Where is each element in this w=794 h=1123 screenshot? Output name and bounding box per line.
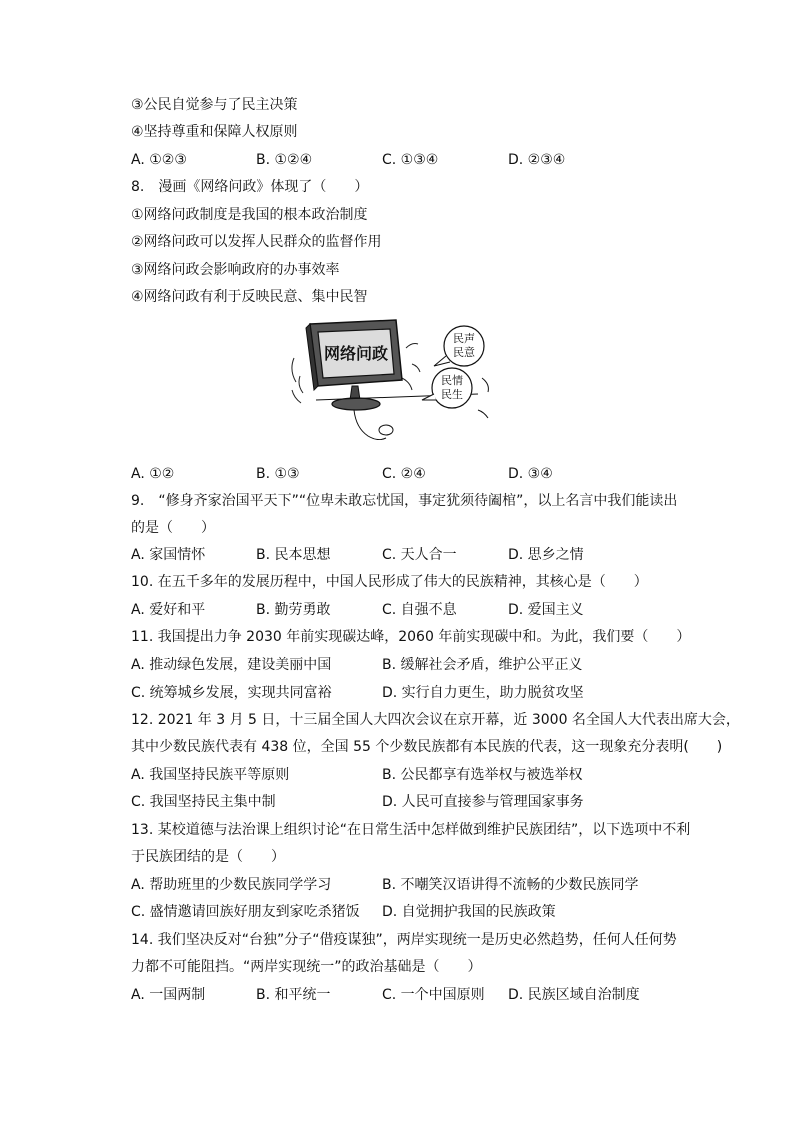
bubble2-line2: 民生 [441, 388, 463, 401]
q14-stem-line-1: 14. 我们坚决反对“台独”分子“借疫谋独”，两岸实现统一是历史必然趋势，任何人任何势 [131, 932, 677, 948]
q11-option-b: B. 缓解社会矛盾，维护公平正义 [382, 657, 583, 673]
q14-option-b: B. 和平统一 [256, 987, 331, 1003]
bubble1-line1: 民声 [453, 332, 475, 345]
q8-item-3: ③网络问政会影响政府的办事效率 [131, 262, 340, 278]
monitor-base [332, 398, 380, 410]
q9-option-d: D. 思乡之情 [508, 547, 584, 563]
q9-stem-line-1: 9. “修身齐家治国平天下”“位卑未敢忘忧国，事定犹须待阖棺”，以上名言中我们能读出 [131, 493, 678, 509]
q7-option-d: D. ②③④ [508, 152, 566, 168]
q12-option-b: B. 公民都享有选举权与被选举权 [382, 767, 583, 783]
mouse-icon [379, 425, 393, 435]
q13-option-c: C. 盛情邀请回族好朋友到家吃杀猪饭 [131, 904, 360, 920]
cartoon-network-politics [288, 318, 500, 440]
q10-option-d: D. 爱国主义 [508, 602, 584, 618]
q7-option-b: B. ①②④ [256, 152, 313, 168]
q14-stem-line-2: 力都不可能阻挡。“两岸实现统一”的政治基础是（ ） [131, 959, 482, 975]
q10-stem: 10. 在五千多年的发展历程中，中国人民形成了伟大的民族精神，其核心是（ ） [131, 574, 648, 590]
q9-option-a: A. 家国情怀 [131, 547, 206, 563]
q11-option-d: D. 实行自力更生，助力脱贫攻坚 [382, 685, 584, 701]
bubble2-line1: 民情 [441, 374, 463, 387]
screen-text: 网络问政 [323, 344, 389, 363]
q9-stem-line-2: 的是（ ） [131, 520, 215, 536]
q8-item-1: ①网络问政制度是我国的根本政治制度 [131, 207, 368, 223]
q12-stem-line-1: 12. 2021 年 3 月 5 日，十三届全国人大四次会议在京开幕，近 3000 名全国人大代表出席大会， [131, 712, 740, 728]
q8-item-4: ④网络问政有利于反映民意、集中民智 [131, 289, 368, 305]
q13-option-d: D. 自觉拥护我国的民族政策 [382, 904, 556, 920]
q14-option-c: C. 一个中国原则 [382, 987, 485, 1003]
q10-option-c: C. 自强不息 [382, 602, 457, 618]
q13-option-a: A. 帮助班里的少数民族同学学习 [131, 877, 332, 893]
q9-option-c: C. 天人合一 [382, 547, 457, 563]
q13-stem-line-2: 于民族团结的是（ ） [131, 849, 285, 865]
q8-option-a: A. ①② [131, 466, 175, 482]
q12-option-c: C. 我国坚持民主集中制 [131, 794, 276, 810]
q12-option-d: D. 人民可直接参与管理国家事务 [382, 794, 584, 810]
q8-item-2: ②网络问政可以发挥人民群众的监督作用 [131, 234, 382, 250]
q7-item-4: ④坚持尊重和保障人权原则 [131, 124, 298, 140]
q8-option-b: B. ①③ [256, 466, 300, 482]
q8-option-c: C. ②④ [382, 466, 426, 482]
q13-stem-line-1: 13. 某校道德与法治课上组织讨论“在日常生活中怎样做到维护民族团结”，以下选项中不利 [131, 822, 691, 838]
q10-option-a: A. 爱好和平 [131, 602, 206, 618]
q9-option-b: B. 民本思想 [256, 547, 331, 563]
q7-option-a: A. ①②③ [131, 152, 187, 168]
q11-option-c: C. 统筹城乡发展，实现共同富裕 [131, 685, 332, 701]
q8-option-d: D. ③④ [508, 466, 553, 482]
q11-stem: 11. 我国提出力争 2030 年前实现碳达峰，2060 年前实现碳中和。为此，我们要（ ） [131, 629, 691, 645]
q8-stem: 8. 漫画《网络问政》体现了（ ） [131, 179, 369, 195]
q12-stem-line-2: 其中少数民族代表有 438 位，全国 55 个少数民族都有本民族的代表，这一现象充分表明( ) [131, 739, 723, 755]
q10-option-b: B. 勤劳勇敢 [256, 602, 331, 618]
q13-option-b: B. 不嘲笑汉语讲得不流畅的少数民族同学 [382, 877, 639, 893]
q12-option-a: A. 我国坚持民族平等原则 [131, 767, 290, 783]
q14-option-d: D. 民族区域自治制度 [508, 987, 640, 1003]
q7-option-c: C. ①③④ [382, 152, 439, 168]
q7-item-3: ③公民自觉参与了民主决策 [131, 97, 298, 113]
bubble1-line2: 民意 [453, 346, 475, 359]
q14-option-a: A. 一国两制 [131, 987, 206, 1003]
q11-option-a: A. 推动绿色发展，建设美丽中国 [131, 657, 332, 673]
